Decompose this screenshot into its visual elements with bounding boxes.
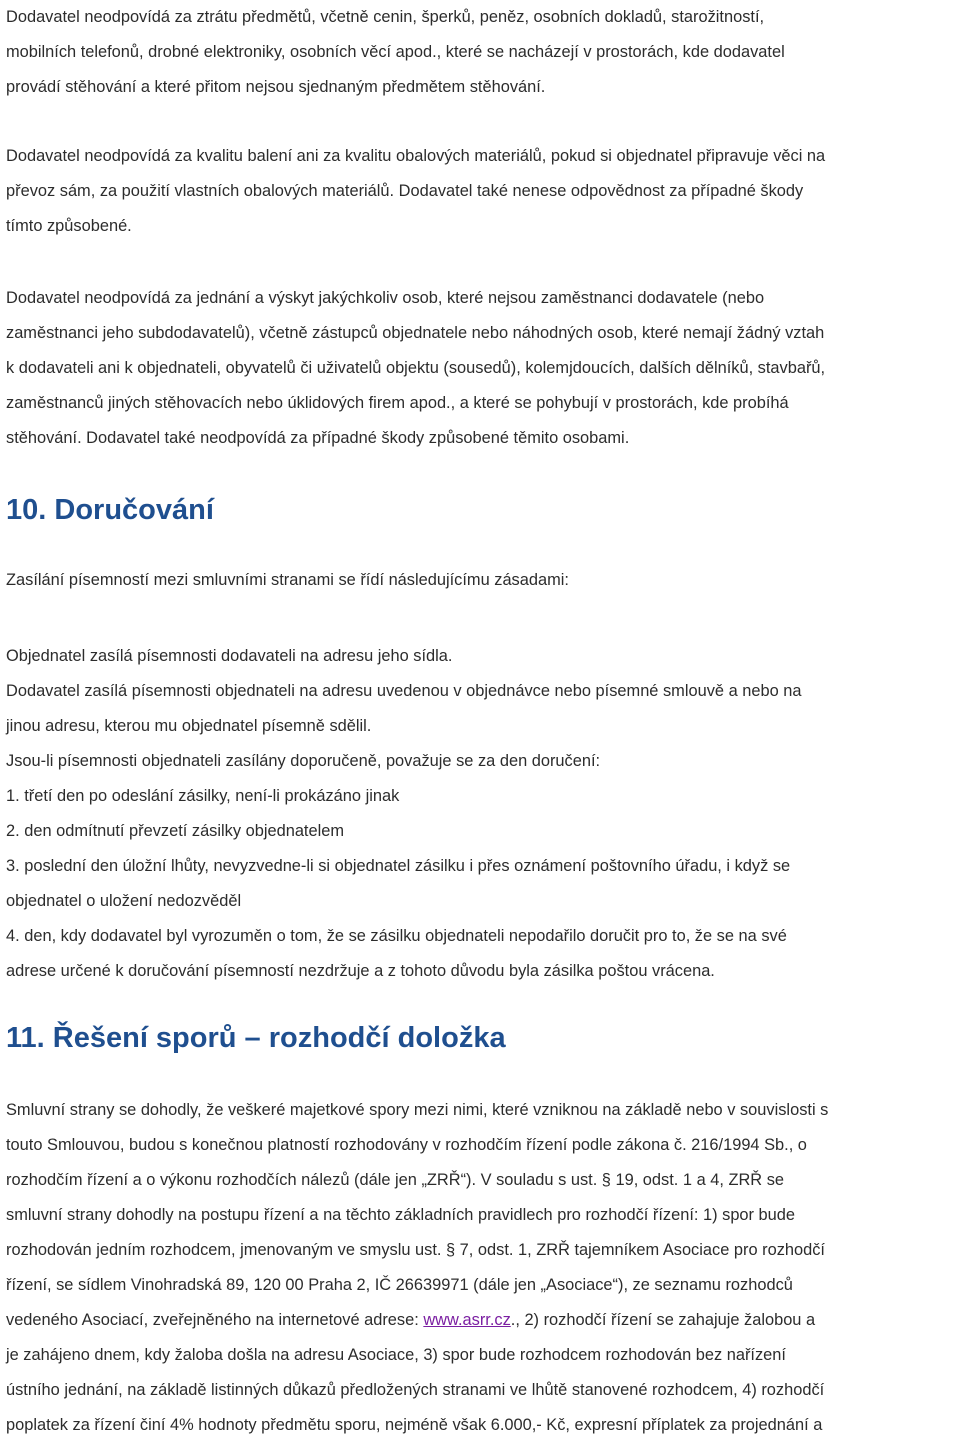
paragraph-line: smluvní strany dohodly na postupu řízení a na těchto základních pravidlech pro rozhodčí řízení: 1) spor bude — [6, 1206, 796, 1224]
delivery-rules — [6, 639, 801, 989]
paragraph-line: tímto způsobené. — [6, 217, 132, 235]
delivery-intro — [6, 563, 569, 598]
paragraph-line: Smluvní strany se dohodly, že veškeré majetkové spory mezi nimi, které vzniknou na základě nebo v souvislosti s — [6, 1101, 829, 1119]
paragraph-line: k dodavateli ani k objednateli, obyvatelů či uživatelů objektu (sousedů), kolemjdoucích, dalších dělníků, stavbařů, — [6, 359, 826, 377]
paragraph-line: Dodavatel neodpovídá za ztrátu předmětů, včetně cenin, šperků, peněz, osobních dokladů, starožitností, — [6, 8, 765, 26]
paragraph-line — [6, 1303, 828, 1338]
paragraph-line: Objednatel zasílá písemnosti dodavateli na adresu jeho sídla. — [6, 647, 453, 665]
paragraph-line: poplatek za řízení činí 4% hodnoty předmětu sporu, nejméně však 6.000,- Kč, expresní příplatek za projednání a — [6, 1416, 823, 1434]
paragraph-line: je zahájeno dnem, kdy žaloba došla na adresu Asociace, 3) spor bude rozhodcem rozhodován bez nařízení — [6, 1346, 786, 1364]
paragraph-line: mobilních telefonů, drobné elektroniky, osobních věcí apod., které se nacházejí v prostorách, kde dodavatel — [6, 43, 785, 61]
paragraph-third-parties — [6, 281, 825, 456]
paragraph-line: touto Smlouvou, budou s konečnou platností rozhodovány v rozhodčím řízení podle zákona č. 216/1994 Sb., o — [6, 1136, 807, 1154]
asrr-website-link[interactable]: www.asrr.cz — [423, 1311, 511, 1329]
paragraph-line: zaměstnanci jeho subdodavatelů), včetně zástupců objednatele nebo náhodných osob, které nemají žádný vztah — [6, 324, 825, 342]
paragraph-line: stěhování. Dodavatel také neodpovídá za případné škody způsobené těmito osobami. — [6, 429, 630, 447]
list-item: 3. poslední den úložní lhůty, nevyzvedne-li si objednatel zásilku i přes oznámení poštovního úřadu, i když se — [6, 857, 791, 875]
paragraph-line: převoz sám, za použití vlastních obalových materiálů. Dodavatel také nenese odpovědnost za případné škody — [6, 182, 804, 200]
paragraph-line: ústního jednání, na základě listinných důkazů předložených stranami ve lhůtě stanovené rozhodcem, 4) rozhodčí — [6, 1381, 825, 1399]
paragraph-line: řízení, se sídlem Vinohradská 89, 120 00 Praha 2, IČ 26639971 (dále jen „Asociace“), ze seznamu rozhodců — [6, 1276, 793, 1294]
arbitration-clause — [6, 1093, 828, 1443]
paragraph-line: Jsou-li písemnosti objednateli zasílány doporučeně, považuje se za den doručení: — [6, 752, 601, 770]
link-suffix-text: ., 2) rozhodčí řízení se zahajuje žalobou a — [510, 1311, 816, 1329]
link-prefix-text: vedeného Asociací, zveřejněného na internetové adrese: — [6, 1311, 424, 1329]
list-item: 2. den odmítnutí převzetí zásilky objednatelem — [6, 822, 345, 840]
paragraph-line: rozhodován jedním rozhodcem, jmenovaným ve smyslu ust. § 7, odst. 1, ZRŘ tajemníkem Asociace pro rozhodčí — [6, 1241, 825, 1259]
section-heading-dispute-resolution: 11. Řešení sporů – rozhodčí doložka — [6, 1022, 506, 1054]
paragraph-line: provádí stěhování a které přitom nejsou sjednaným předmětem stěhování. — [6, 78, 546, 96]
paragraph-line: zaměstnanců jiných stěhovacích nebo úklidových firem apod., a které se pohybují v prostorách, kde probíhá — [6, 394, 789, 412]
list-item-continuation: adrese určené k doručování písemností nezdržuje a z tohoto důvodu byla zásilka poštou vrácena. — [6, 962, 715, 980]
list-item: 4. den, kdy dodavatel byl vyrozuměn o tom, že se zásilku objednateli nepodařilo doručit pro to, že se na své — [6, 927, 787, 945]
paragraph-line: Zasílání písemností mezi smluvními stranami se řídí následujícímu zásadami: — [6, 571, 569, 589]
paragraph-line: jinou adresu, kterou mu objednatel písemně sdělil. — [6, 717, 372, 735]
paragraph-liability-loss — [6, 0, 785, 105]
paragraph-line: Dodavatel neodpovídá za kvalitu balení ani za kvalitu obalových materiálů, pokud si objednatel připravuje věci na — [6, 147, 826, 165]
section-heading-delivery: 10. Doručování — [6, 494, 214, 526]
paragraph-line: rozhodčím řízení a o výkonu rozhodčích nálezů (dále jen „ZRŘ“). V souladu s ust. § 19, odst. 1 a 4, ZRŘ se — [6, 1171, 785, 1189]
list-item-continuation: objednatel o uložení nedozvěděl — [6, 892, 242, 910]
paragraph-line: Dodavatel neodpovídá za jednání a výskyt jakýchkoliv osob, které nejsou zaměstnanci dodavatele (nebo — [6, 289, 765, 307]
paragraph-packaging-quality — [6, 139, 825, 244]
paragraph-line: Dodavatel zasílá písemnosti objednateli na adresu uvedenou v objednávce nebo písemné smlouvě a nebo na — [6, 682, 802, 700]
list-item: 1. třetí den po odeslání zásilky, není-li prokázáno jinak — [6, 787, 400, 805]
